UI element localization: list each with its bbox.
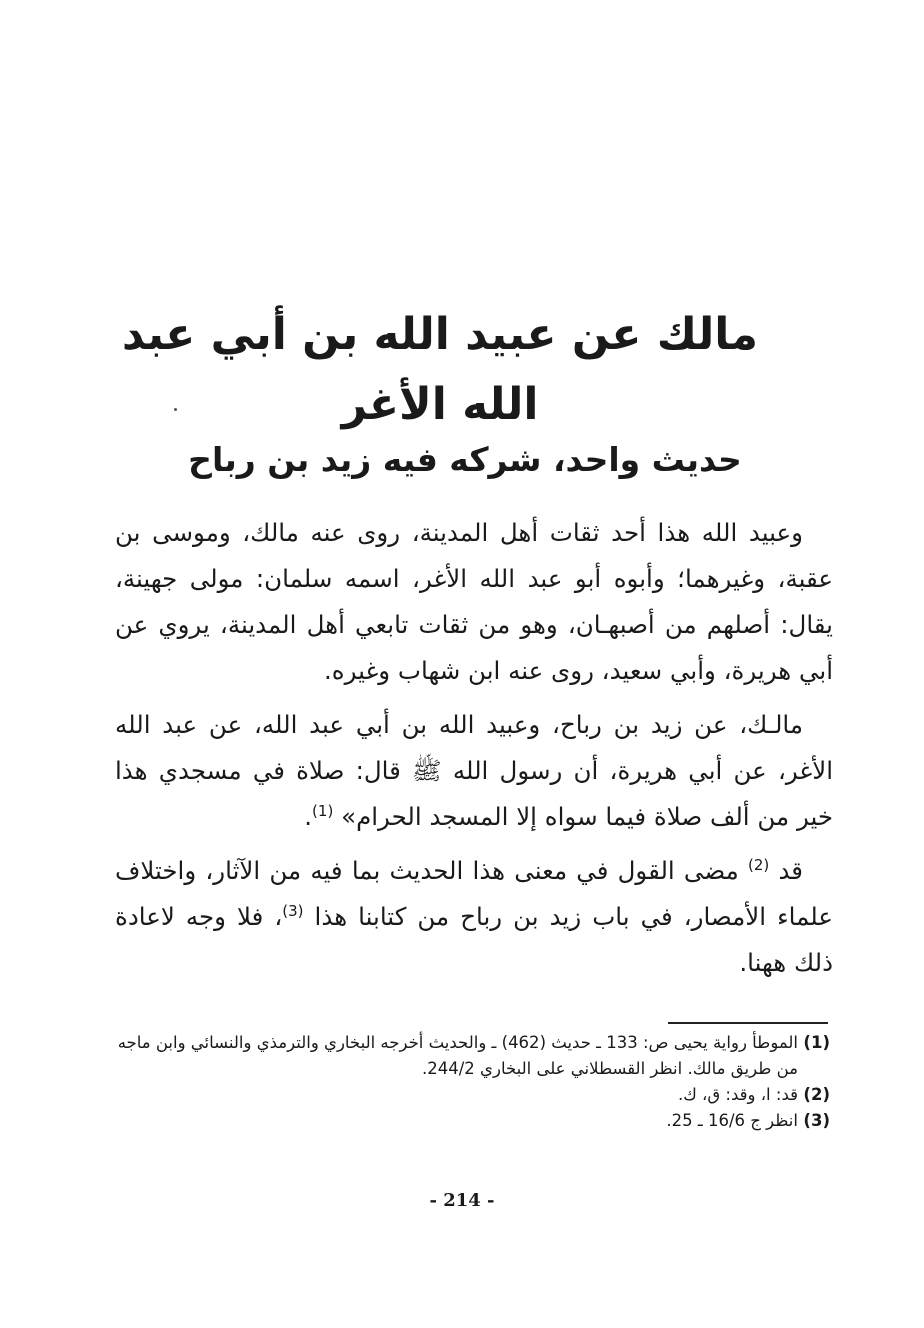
- footnote: [108, 1082, 830, 1108]
- paragraph-hadith: [115, 702, 833, 840]
- paragraph-narrator-bio: [115, 510, 833, 694]
- footnote-text: الموطأ رواية يحيى ص: 133 ـ حديث (462) ـ والحديث أخرجه البخاري والترمذي والنسائي وابن ماجه من طريق مالك. انظر القسطلاني على البخاري 244/2.: [117, 1033, 798, 1078]
- footnote-reference: (3): [282, 901, 304, 920]
- paragraph-text: قد: [778, 856, 804, 885]
- footnote-reference: (2): [747, 855, 770, 874]
- footnote-number: (3): [803, 1111, 830, 1130]
- paragraph-text: وعبيد الله هذا أحد ثقات أهل المدينة، روى عنه مالك، وموسى بن عقبة، وغيرهما؛ وأبوه أبو عبد الله الأغر، اسمه سلمان: مولى جهينة، يقال: أصلهم من أصبهـان، وهو من ثقات تابعي أهل المدينة، يروي عن أبي هريرة، وأبي سعيد، روى عنه ابن شهاب وغيره.: [115, 518, 833, 685]
- footnote: [108, 1108, 830, 1134]
- footnote-text: انظر ج 16/6 ـ 25.: [666, 1111, 798, 1130]
- body-text: [115, 510, 833, 994]
- paragraph-text: مالـك، عن زيد بن رباح، وعبيد الله بن أبي عبد الله، عن عبد الله الأغر، عن أبي هريرة، أن رسول الله ﷺ قال: صلاة في مسجدي هذا خير من ألف صلاة فيما سواه إلا المسجد الحرام»: [115, 710, 833, 831]
- footnote-text: قد: ا، وقد: ق، ك.: [677, 1085, 798, 1104]
- paragraph-text-end: .: [304, 802, 313, 831]
- paragraph-text: مضى القول في معنى هذا الحديث بما فيه من الآثار، واختلاف علماء الأمصار، في باب زيد بن رباح من كتابنا هذا: [115, 856, 833, 931]
- footnotes: [108, 1030, 830, 1134]
- footnote-number: (1): [803, 1033, 830, 1052]
- page-number: - 214 -: [429, 1190, 495, 1211]
- footnote: [108, 1030, 830, 1082]
- footnote-reference: (1): [312, 801, 334, 820]
- chapter-title: مالك عن عبيد الله بن أبي عبد الله الأغر: [121, 309, 759, 430]
- footnote-number: (2): [803, 1085, 830, 1104]
- print-speck: [174, 408, 177, 411]
- section-title: حديث واحد، شركه فيه زيد بن رباح: [188, 440, 742, 479]
- paragraph-commentary: [115, 848, 833, 986]
- footnote-separator: [668, 1022, 828, 1024]
- paragraph-text-end: ، فلا وجه لاعادة ذلك ههنا.: [115, 902, 833, 977]
